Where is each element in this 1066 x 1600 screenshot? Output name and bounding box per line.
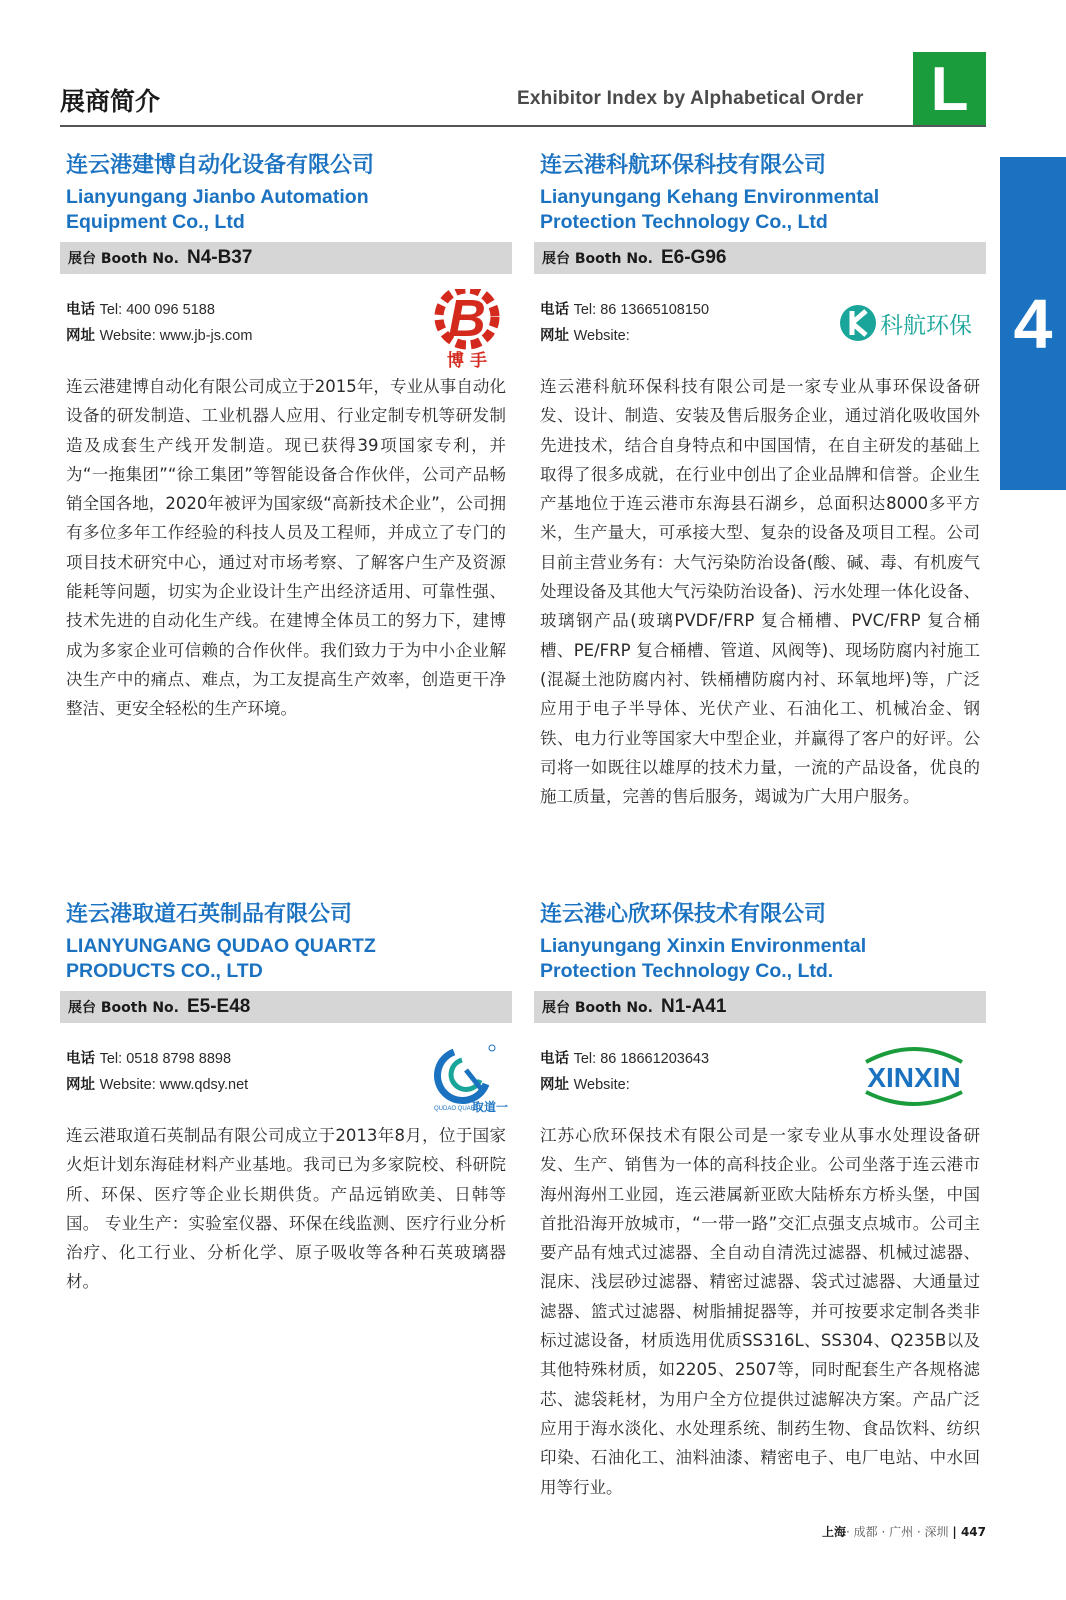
- xinxin-logo-icon: [836, 1038, 986, 1118]
- contact-info: 电话 Tel: 400 096 5188 网址 Website: www.jb-js.com B 博 手: [66, 297, 512, 351]
- svg-text:博 手: 博 手: [447, 351, 487, 369]
- company-description: 连云港取道石英制品有限公司成立于2013年8月，位于国家火炬计划东海硅材料产业基地。我司已为多家院校、科研院所、环保、医疗等企业长期供货。产品远销欧美、日韩等国。 专业生产：实验室仪器、环保在线监测、医疗行业分析治疗、化工行业、分析化学、原子吸收等各种石英玻璃器材。: [66, 1126, 506, 1292]
- website-link[interactable]: Website: www.qdsy.net: [99, 1077, 249, 1093]
- jianbo-logo-icon: [362, 289, 512, 369]
- company-name-en: Lianyungang Kehang Environmental Protection Technology Co., Ltd: [540, 186, 880, 233]
- contact-info: 电话 Tel: 86 13665108150 网址 Website: 科航环保: [540, 297, 986, 351]
- booth-number: E6-G96: [660, 247, 727, 268]
- booth-bar: 展台 Booth No. N4-B37: [60, 242, 512, 274]
- booth-bar: 展台 Booth No. E6-G96: [534, 242, 986, 274]
- header-divider: [60, 125, 986, 127]
- website-link[interactable]: Website:: [573, 328, 630, 344]
- company-description: 连云港科航环保科技有限公司是一家专业从事环保设备研发、设计、制造、安装及售后服务企业，通过消化吸收国外先进技术，结合自身特点和中国国情，在自主研发的基础上取得了很多成就，在行业中创出了企业品牌和信誉。企业生产基地位于连云港市东海县石湖乡，总面积达8000多平方米，生产量大，可承接大型、复杂的设备及项目工程。公司目前主营业务有：大气污染防治设备(酸、碱、毒、有机废气处理设备及其他大气污染防治设备)、污水处理一体化设备、玻璃钢产品(玻璃PVDF/FRP 复合桶槽、PVC/FRP 复合桶槽、PE/FRP 复合桶槽、管道、风阀等)、现场防腐内衬施工(混凝土池防腐内衬、铁桶槽防腐内衬、环氧地坪)等，广泛应用于电子半导体、光伏产业、石油化工、机械冶金、钢铁、电力行业等国家大中型企业，并赢得了客户的好评。公司将一如既往以雄厚的技术力量，一流的产品设备，优良的施工质量，完善的售后服务，竭诚为广大用户服务。: [540, 377, 980, 807]
- svg-text:科航环保: 科航环保: [880, 313, 972, 339]
- company-name-cn: 连云港科航环保科技有限公司: [540, 153, 827, 178]
- svg-text:B: B: [448, 290, 486, 348]
- svg-text:XINXIN: XINXIN: [867, 1062, 961, 1093]
- phone-number[interactable]: Tel: 400 096 5188: [99, 302, 215, 318]
- phone-number[interactable]: Tel: 0518 8798 8898: [99, 1051, 232, 1067]
- exhibitor-card-qudao: [60, 899, 512, 1297]
- company-name-en: Lianyungang Jianbo Automation Equipment Co., Ltd: [66, 186, 369, 233]
- page-footer: 上海· 成都 · 广州 · 深圳 | 447: [822, 1525, 986, 1539]
- contact-info: 电话 Tel: 86 18661203643 网址 Website: XINXIN: [540, 1046, 986, 1100]
- company-name-en: Lianyungang Xinxin Environmental Protection Technology Co., Ltd.: [540, 935, 867, 982]
- phone-number[interactable]: Tel: 86 13665108150: [573, 302, 710, 318]
- company-name-cn: 连云港建博自动化设备有限公司: [66, 153, 375, 178]
- company-description: 江苏心欣环保技术有限公司是一家专业从事水处理设备研发、生产、销售为一体的高科技企业。公司坐落于连云港市海州海州工业园，连云港属新亚欧大陆桥东方桥头堡，中国首批沿海开放城市，“一带一路”交汇点强支点城市。公司主要产品有烛式过滤器、全自动自清洗过滤器、机械过滤器、混床、浅层砂过滤器、精密过滤器、袋式过滤器、大通量过滤器、篮式过滤器、树脂捕捉器等，并可按要求定制各类非标过滤设备，材质选用优质SS316L、SS304、Q235B以及其他特殊材质，如2205、2507等，同时配套生产各规格滤芯、滤袋耗材，为用户全方位提供过滤解决方案。产品广泛应用于海水淡化、水处理系统、制药生物、食品饮料、纺织印染、石油化工、油料油漆、精密电子、电厂电站、中水回用等行业。: [540, 1126, 980, 1497]
- company-name-cn: 连云港取道石英制品有限公司: [66, 902, 353, 927]
- exhibitor-card-xinxin: [534, 899, 986, 1502]
- exhibitor-card-jianbo: [60, 150, 512, 724]
- booth-bar: 展台 Booth No. E5-E48: [60, 991, 512, 1023]
- kehang-logo-icon: [836, 289, 986, 369]
- page-section-title: 展商简介: [60, 87, 161, 116]
- footer-city-main: 上海: [822, 1525, 847, 1539]
- side-chapter-tab[interactable]: 4: [1000, 157, 1066, 490]
- company-description: 连云港建博自动化有限公司成立于2015年，专业从事自动化设备的研发制造、工业机器人应用、行业定制专机等研发制造及成套生产线开发制造。现已获得39项国家专利，并为“一拖集团”“徐工集团”等智能设备合作伙伴，公司产品畅销全国各地，2020年被评为国家级“高新技术企业”，公司拥有多位多年工作经验的科技人员及工程师，并成立了专门的项目技术研究中心，通过对市场考察、了解客户生产及资源能耗等问题，切实为企业设计生产出经济适用、可靠性强、技术先进的自动化生产线。在建博全体员工的努力下，建博成为多家企业可信赖的合作伙伴。我们致力于为中小企业解决生产中的痛点、难点，为工友提高生产效率，创造更干净整洁、更安全轻松的生产环境。: [66, 377, 506, 719]
- booth-number: N1-A41: [660, 996, 727, 1017]
- alphabet-letter-badge: L: [913, 52, 986, 127]
- company-name-cn: 连云港心欣环保技术有限公司: [540, 902, 827, 927]
- phone-number[interactable]: Tel: 86 18661203643: [573, 1051, 710, 1067]
- booth-number: E5-E48: [186, 996, 251, 1017]
- svg-text:QUDAO QUARTZ: QUDAO QUARTZ: [434, 1106, 483, 1112]
- company-name-en: LIANYUNGANG QUDAO QUARTZ PRODUCTS CO., LTD: [66, 935, 376, 982]
- page-section-subtitle: Exhibitor Index by Alphabetical Order: [517, 88, 864, 109]
- website-link[interactable]: Website: www.jb-js.com: [99, 328, 253, 344]
- qudao-logo-icon: [362, 1038, 512, 1118]
- contact-info: 电话 Tel: 0518 8798 8898 网址 Website: www.qdsy.net QUDAO QUARTZ 取道一: [66, 1046, 512, 1100]
- svg-text:取道一: 取道一: [472, 1100, 509, 1114]
- exhibitor-card-kehang: [534, 150, 986, 811]
- page-number: 447: [960, 1525, 986, 1539]
- website-link[interactable]: Website:: [573, 1077, 630, 1093]
- booth-number: N4-B37: [186, 247, 253, 268]
- footer-cities: · 成都 · 广州 · 深圳: [846, 1525, 949, 1539]
- booth-bar: 展台 Booth No. N1-A41: [534, 991, 986, 1023]
